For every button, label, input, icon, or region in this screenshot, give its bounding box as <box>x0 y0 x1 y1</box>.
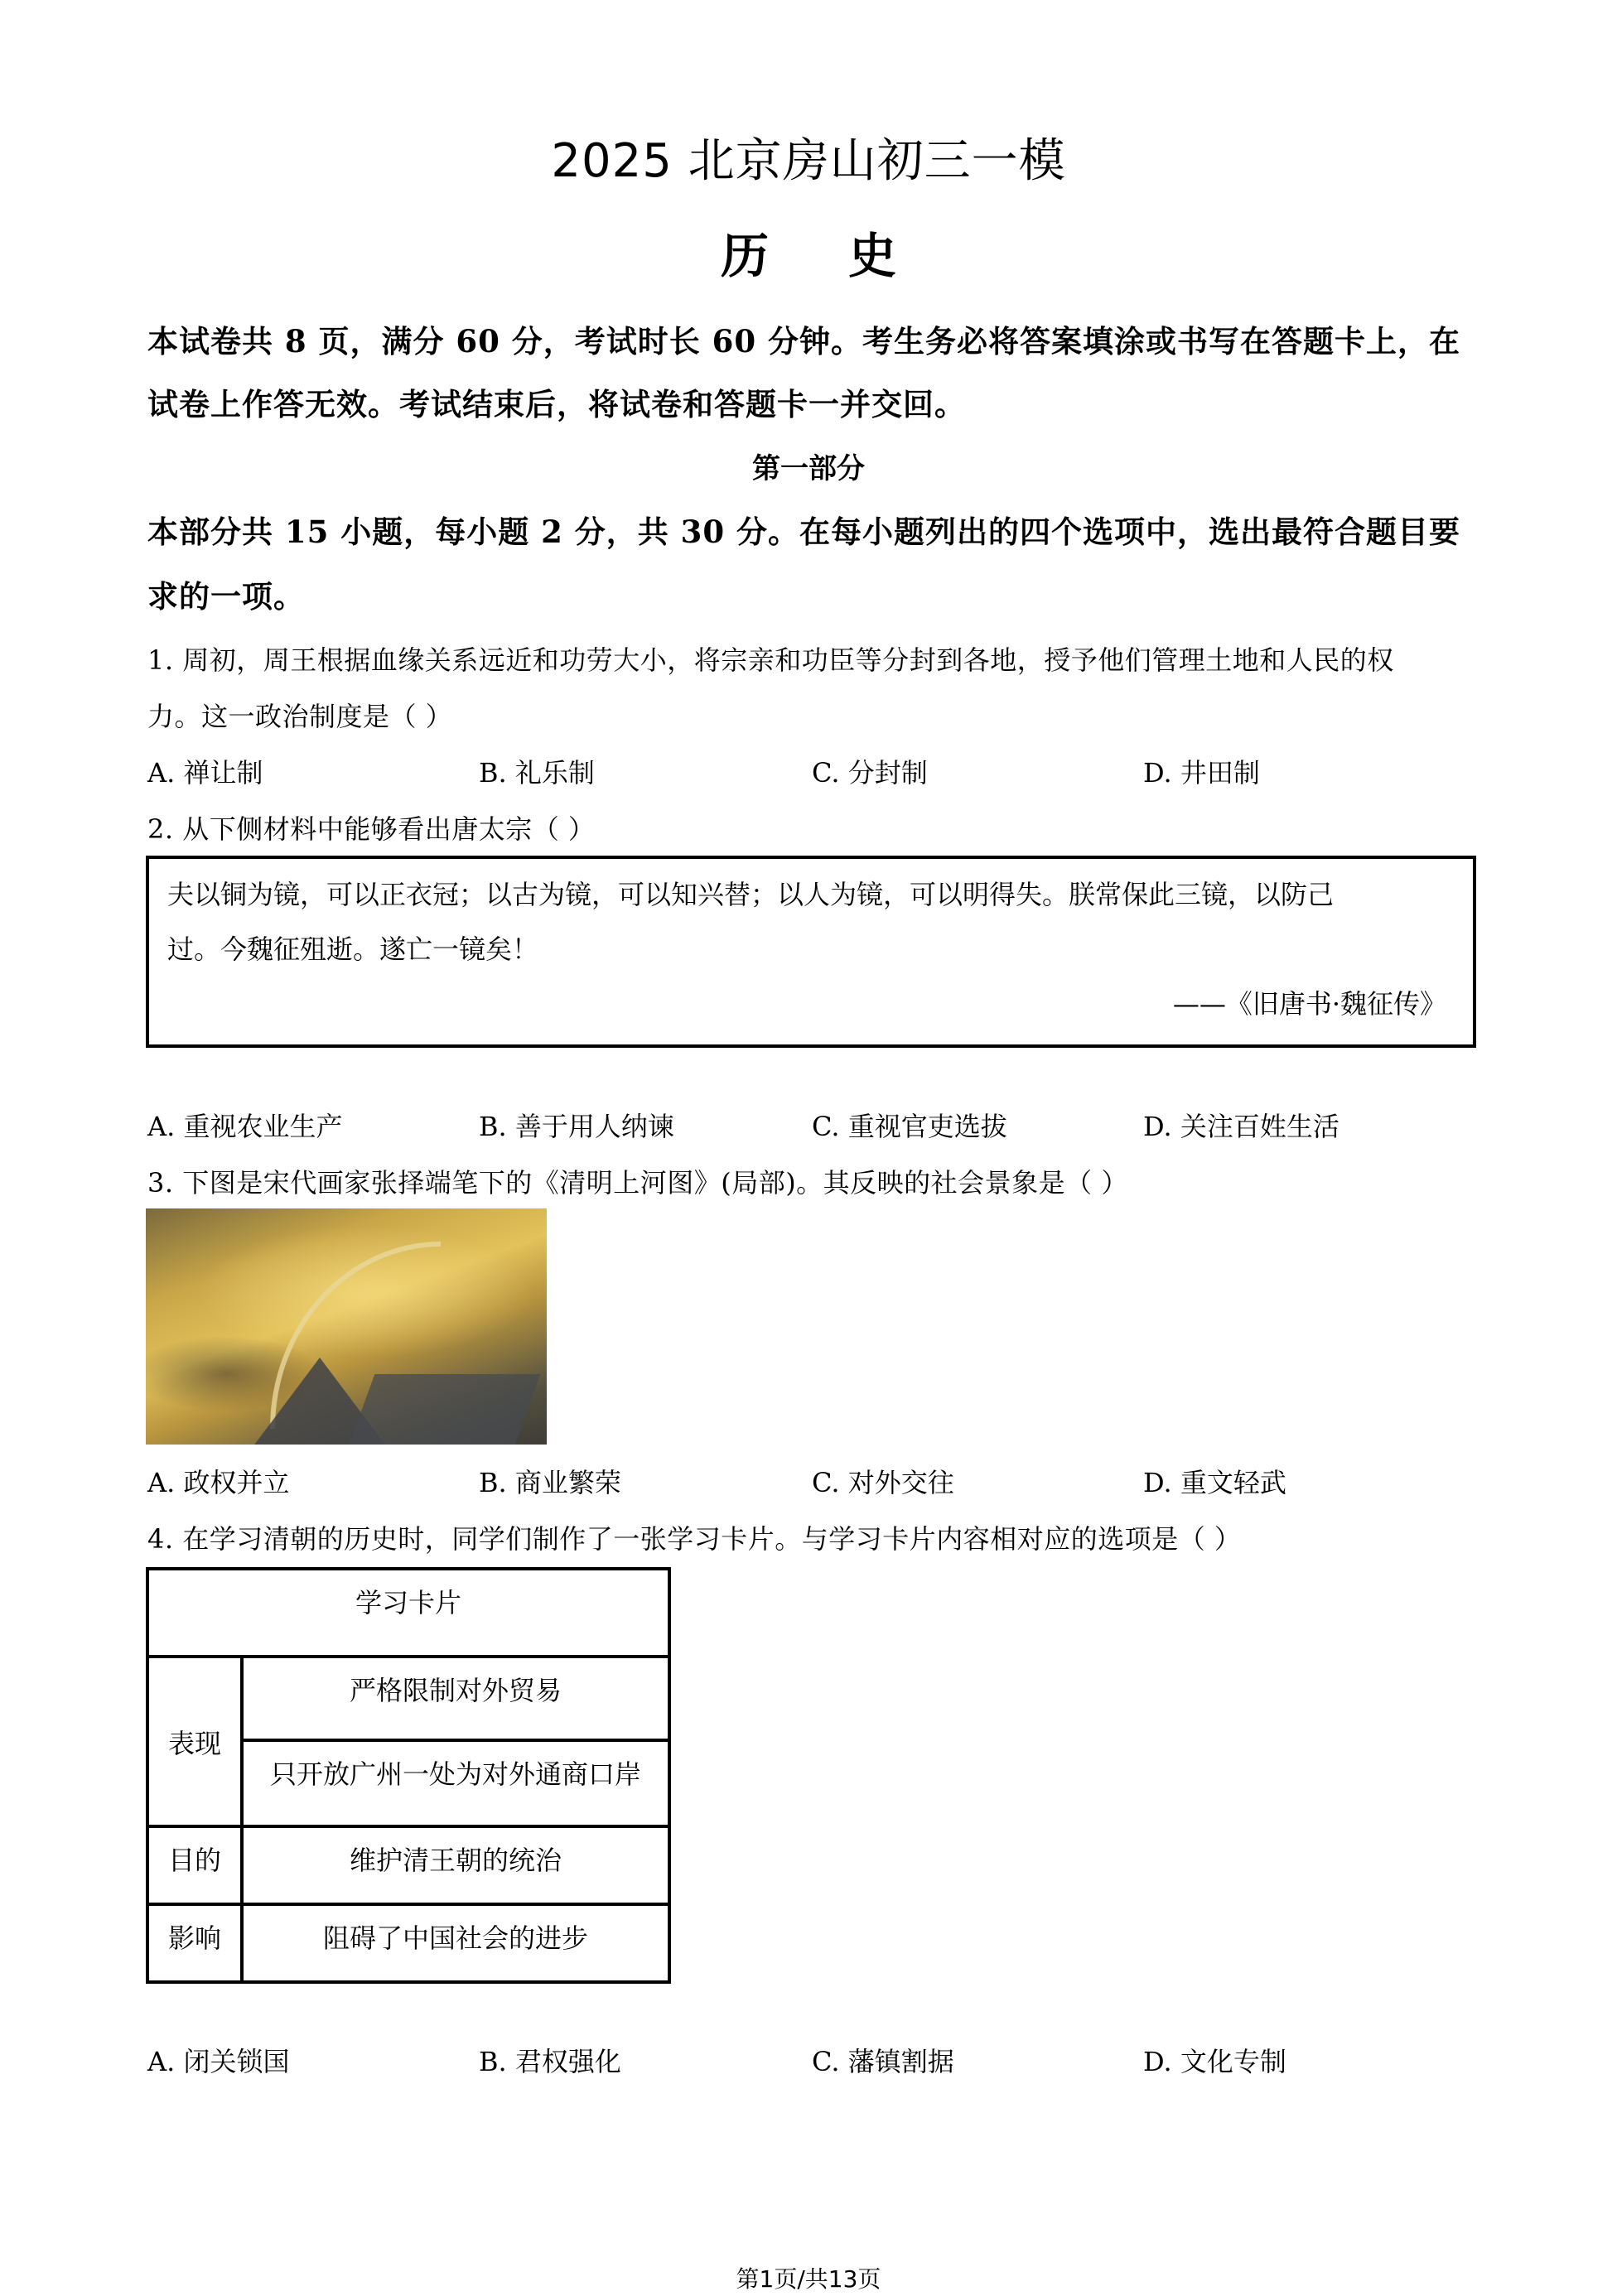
question-3-option-a[interactable]: A. 政权并立 <box>147 1467 290 1498</box>
question-4-option-c[interactable]: C. 藩镇割据 <box>812 2046 954 2077</box>
question-2-stem: 2. 从下侧材料中能够看出唐太宗（ ） <box>147 813 596 845</box>
question-1-option-c[interactable]: C. 分封制 <box>812 757 928 789</box>
row-label-impact: 影响 <box>147 1904 242 1982</box>
row-label-manifestation: 表现 <box>147 1657 242 1826</box>
material-line-1: 夫以铜为镜，可以正衣冠；以古为镜，可以知兴替；以人为镜，可以明得失。朕常保此三镜，以防己 <box>167 879 1335 910</box>
question-3-stem: 3. 下图是宋代画家张择端笔下的《清明上河图》(局部)。其反映的社会景象是（ ） <box>147 1167 1128 1199</box>
question-1-stem-line-1: 1. 周初，周王根据血缘关系远近和功劳大小，将宗亲和功臣等分封到各地，授予他们管理土地和人民的权 <box>147 644 1394 676</box>
question-2-material-box <box>146 856 1476 1048</box>
question-3-option-c[interactable]: C. 对外交往 <box>812 1467 954 1498</box>
impact-value: 阻碍了中国社会的进步 <box>242 1904 669 1982</box>
row-label-purpose: 目的 <box>147 1826 242 1904</box>
qingming-painting-image <box>146 1208 547 1445</box>
question-4-option-b[interactable]: B. 君权强化 <box>479 2046 621 2077</box>
question-1-option-d[interactable]: D. 井田制 <box>1143 757 1260 789</box>
instructions-line-2: 试卷上作答无效。考试结束后，将试卷和答题卡一并交回。 <box>147 386 966 422</box>
question-4-stem: 4. 在学习清朝的历史时，同学们制作了一张学习卡片。与学习卡片内容相对应的选项是（ ） <box>147 1523 1242 1555</box>
part-description-line-1: 本部分共 15 小题，每小题 2 分，共 30 分。在每小题列出的四个选项中，选出最符合题目要 <box>147 514 1461 550</box>
purpose-value: 维护清王朝的统治 <box>242 1826 669 1904</box>
study-card-table <box>146 1567 671 1984</box>
question-2-option-c[interactable]: C. 重视官吏选拔 <box>812 1111 1007 1142</box>
manifestation-value-2: 只开放广州一处为对外通商口岸 <box>242 1740 669 1826</box>
question-1-option-b[interactable]: B. 礼乐制 <box>479 757 595 789</box>
subject-title: 历史 <box>720 228 976 284</box>
question-1-option-a[interactable]: A. 禅让制 <box>147 757 263 789</box>
question-3-option-b[interactable]: B. 商业繁荣 <box>479 1467 621 1498</box>
question-2-option-d[interactable]: D. 关注百姓生活 <box>1143 1111 1339 1142</box>
question-4-option-a[interactable]: A. 闭关锁国 <box>147 2046 290 2077</box>
roof-shape <box>348 1374 541 1445</box>
material-source: ——《旧唐书·魏征传》 <box>1172 988 1446 1020</box>
instructions-line-1: 本试卷共 8 页，满分 60 分，考试时长 60 分钟。考生务必将答案填涂或书写在答题卡上，在 <box>147 323 1461 359</box>
page-number: 第1页/共13页 <box>736 2265 881 2293</box>
question-2-option-b[interactable]: B. 善于用人纳谏 <box>479 1111 674 1142</box>
exam-title: 2025 北京房山初三一模 <box>551 134 1066 188</box>
question-2-option-a[interactable]: A. 重视农业生产 <box>147 1111 343 1142</box>
question-1-stem-line-2: 力。这一政治制度是（ ） <box>147 701 453 732</box>
question-4-option-d[interactable]: D. 文化专制 <box>1143 2046 1286 2077</box>
part-heading: 第一部分 <box>752 452 865 485</box>
question-3-option-d[interactable]: D. 重文轻武 <box>1143 1467 1286 1498</box>
material-line-2: 过。今魏征殂逝。遂亡一镜矣！ <box>167 933 539 965</box>
part-description-line-2: 求的一项。 <box>147 578 305 615</box>
study-card-title: 学习卡片 <box>147 1569 669 1657</box>
manifestation-value-1: 严格限制对外贸易 <box>242 1657 669 1740</box>
